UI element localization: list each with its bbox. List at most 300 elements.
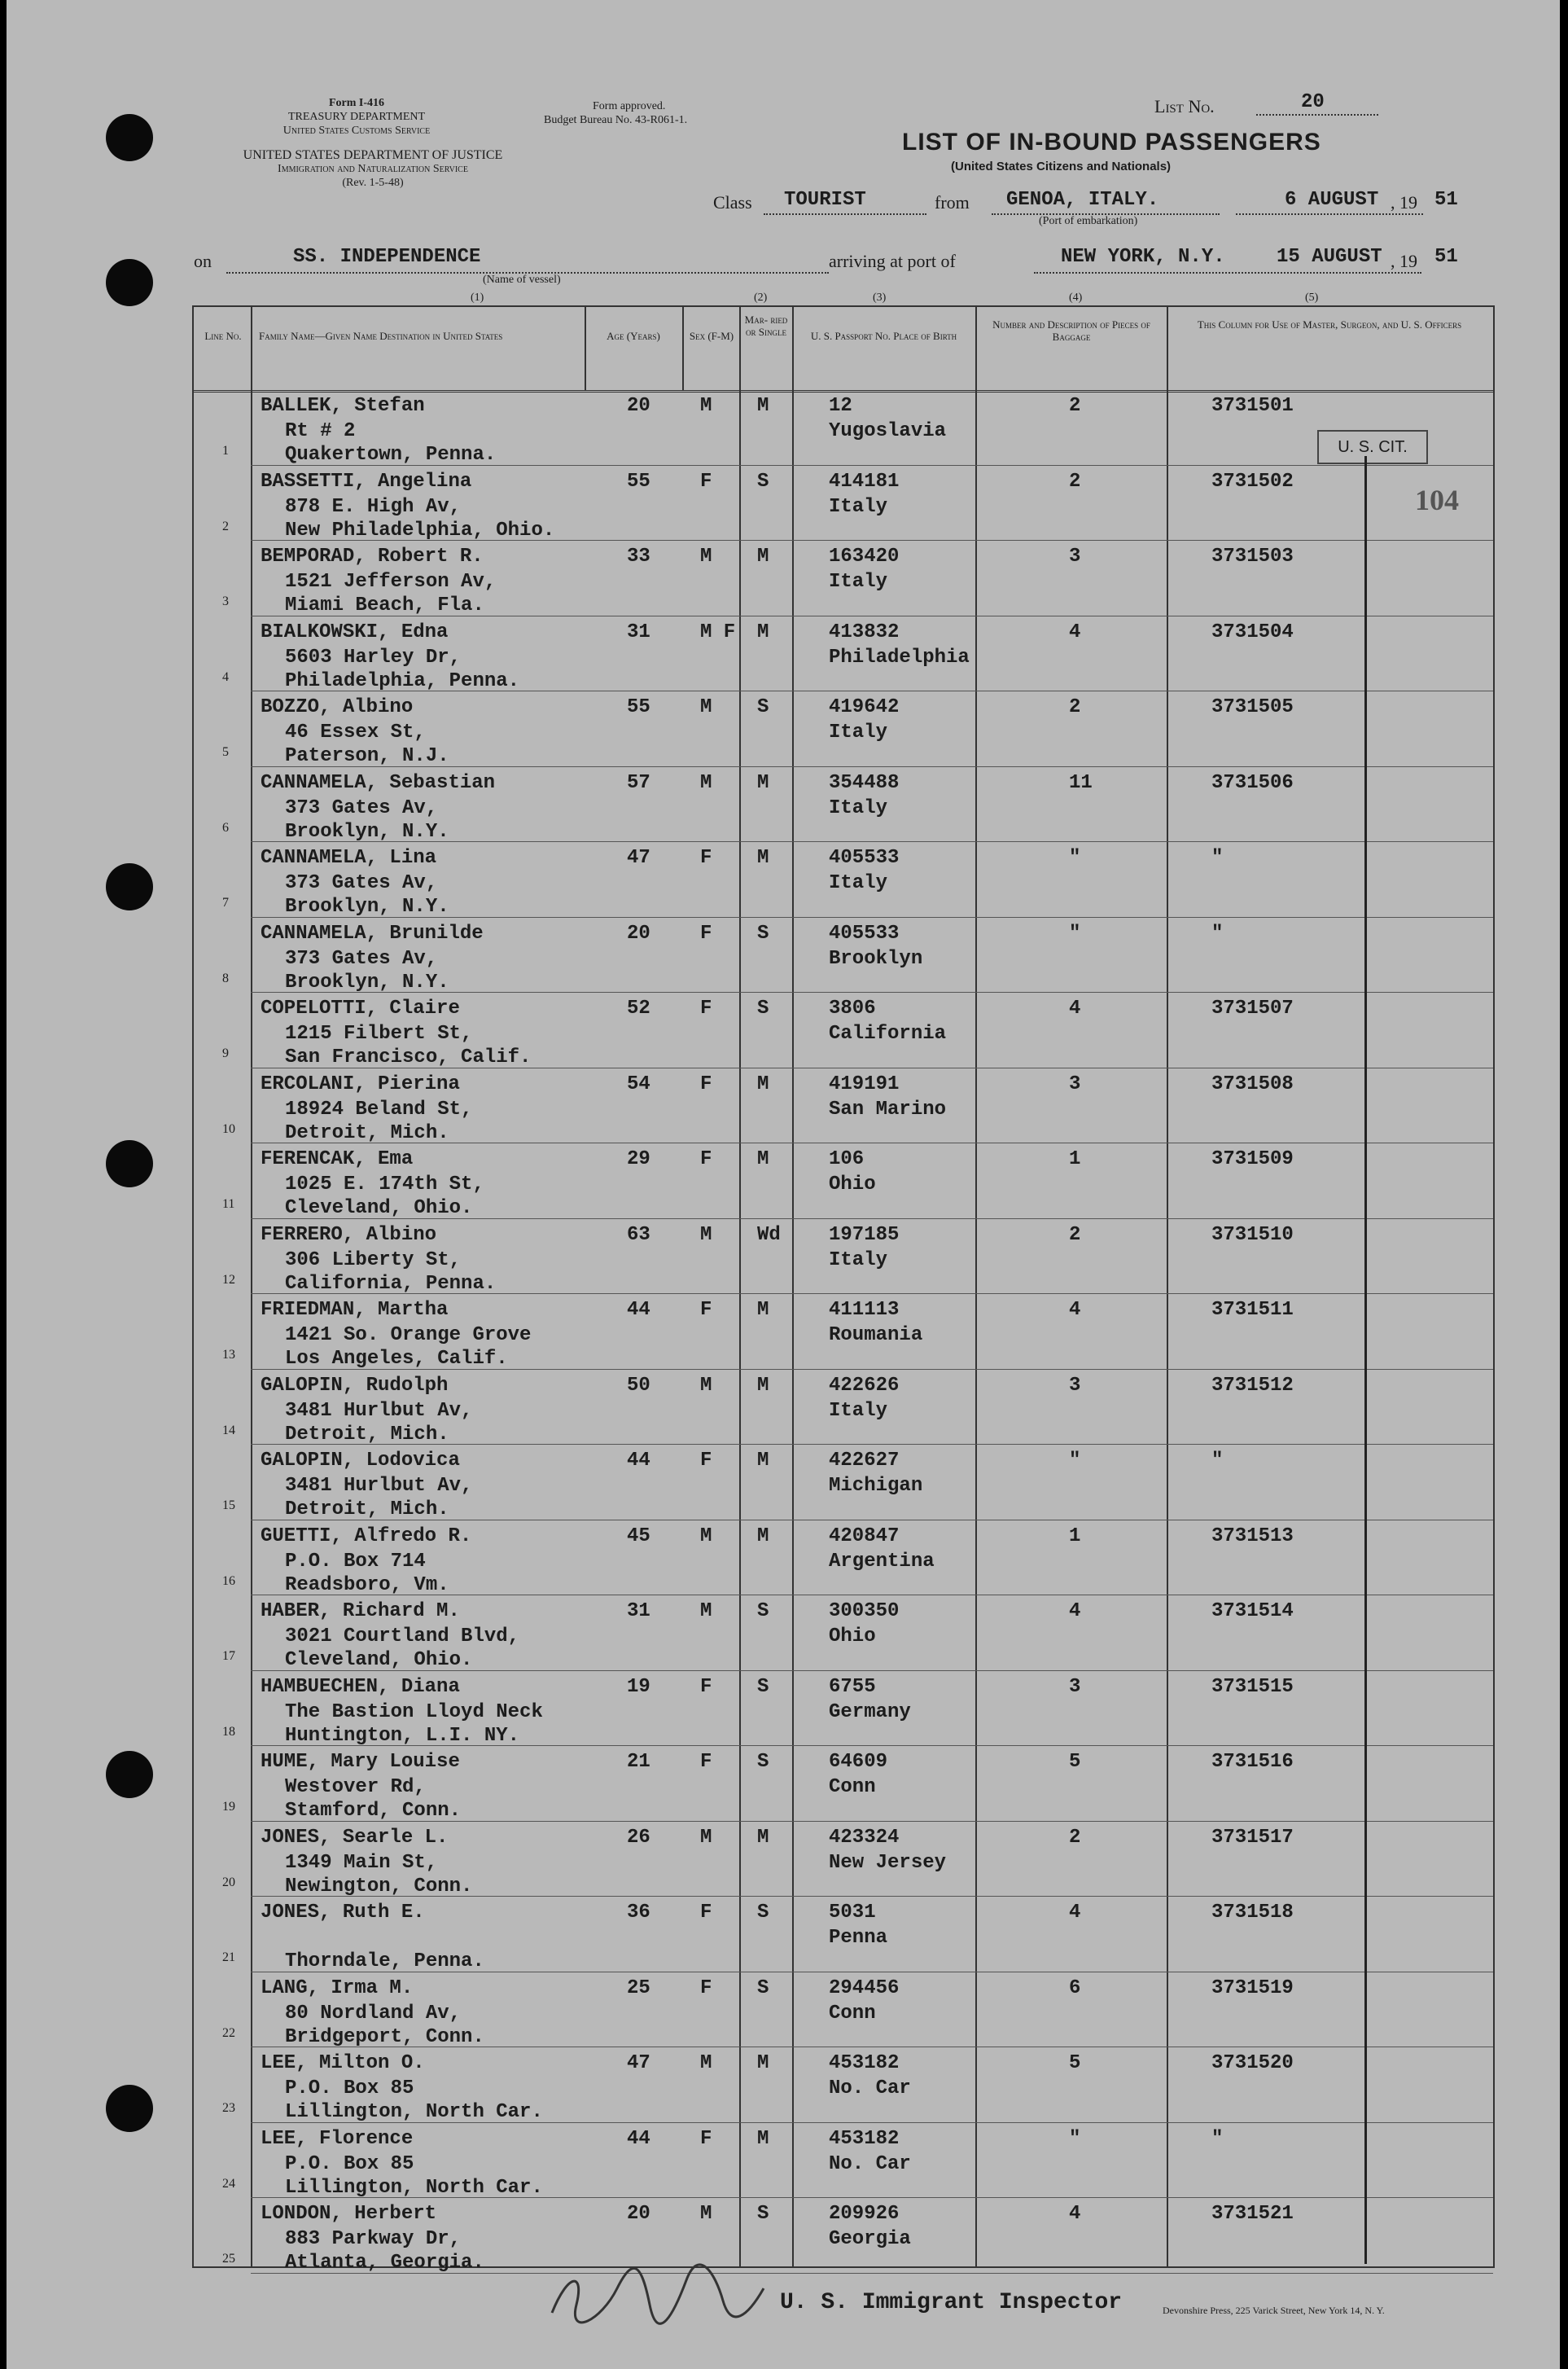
table-row bbox=[194, 1219, 1493, 1295]
line-number: 7 bbox=[222, 896, 229, 910]
cell-baggage: 4 bbox=[1069, 1902, 1081, 1924]
cell-sex: M bbox=[700, 696, 712, 718]
cell-sex: M bbox=[700, 1600, 712, 1622]
cell-name: JONES, Searle L. bbox=[261, 1826, 449, 1849]
cell-age: 54 bbox=[627, 1073, 650, 1095]
cell-married: M bbox=[757, 1148, 769, 1170]
cell-sex: M F bbox=[700, 621, 736, 643]
cell-passport: 354488 bbox=[829, 771, 900, 794]
cell-baggage: 2 bbox=[1069, 696, 1081, 718]
cell-addr1: 1521 Jefferson Av, bbox=[285, 571, 497, 593]
cell-officer: 3731514 bbox=[1211, 1600, 1294, 1622]
cell-married: M bbox=[757, 1450, 769, 1472]
form-agency-block bbox=[226, 96, 487, 138]
cell-age: 33 bbox=[627, 546, 650, 568]
cell-sex: M bbox=[700, 1223, 712, 1246]
cell-name: BEMPORAD, Robert R. bbox=[261, 546, 484, 568]
cell-officer: 3731513 bbox=[1211, 1524, 1294, 1547]
cell-addr1: 3481 Hurlbut Av, bbox=[285, 1399, 473, 1422]
cell-addr2: Quakertown, Penna. bbox=[285, 444, 497, 466]
header-married: Mar- ried or Single bbox=[744, 314, 788, 338]
cell-officer: 3731506 bbox=[1211, 771, 1294, 794]
table-row bbox=[194, 767, 1493, 843]
cell-addr2: San Francisco, Calif. bbox=[285, 1046, 532, 1068]
cell-age: 20 bbox=[627, 922, 650, 945]
cell-name: HUME, Mary Louise bbox=[261, 1751, 460, 1773]
cell-age: 47 bbox=[627, 2052, 650, 2074]
cell-addr2: Atlanta, Georgia. bbox=[285, 2252, 484, 2274]
cell-addr2: Cleveland, Ohio. bbox=[285, 1649, 473, 1671]
cell-birth: Italy bbox=[829, 1399, 888, 1422]
cell-married: S bbox=[757, 922, 769, 945]
table-row bbox=[194, 616, 1493, 692]
cell-addr1: The Bastion Lloyd Neck bbox=[285, 1700, 543, 1723]
cell-baggage: 3 bbox=[1069, 1073, 1081, 1095]
cell-name: CANNAMELA, Sebastian bbox=[261, 771, 496, 794]
cell-officer: 3731504 bbox=[1211, 621, 1294, 643]
cell-baggage: 11 bbox=[1069, 771, 1093, 794]
cell-passport: 453182 bbox=[829, 2052, 900, 2074]
cell-sex: F bbox=[700, 2127, 712, 2150]
customs-service: United States Customs Service bbox=[283, 125, 431, 137]
cell-sex: F bbox=[700, 1751, 712, 1773]
cell-birth: Italy bbox=[829, 872, 888, 894]
cell-married: M bbox=[757, 1299, 769, 1321]
cell-name: ERCOLANI, Pierina bbox=[261, 1073, 460, 1095]
line-number: 21 bbox=[222, 1950, 235, 1964]
cell-officer: 3731511 bbox=[1211, 1299, 1294, 1321]
cell-officer: 3731518 bbox=[1211, 1902, 1294, 1924]
cell-addr1: Rt # 2 bbox=[285, 420, 356, 442]
cell-passport: 6755 bbox=[829, 1675, 876, 1698]
cell-sex: M bbox=[700, 1374, 712, 1397]
cell-sex: F bbox=[700, 470, 712, 493]
header-age: Age (Years) bbox=[607, 330, 660, 342]
cell-name: BALLEK, Stefan bbox=[261, 395, 425, 417]
column-number: (2) bbox=[754, 292, 768, 304]
cell-baggage: " bbox=[1069, 922, 1081, 945]
arrival-year-prefix: , 19 bbox=[1391, 251, 1417, 271]
table-row bbox=[194, 1445, 1493, 1520]
table-row bbox=[194, 1671, 1493, 1747]
line-number: 19 bbox=[222, 1800, 235, 1814]
cell-name: FERRERO, Albino bbox=[261, 1223, 437, 1246]
cell-birth: No. Car bbox=[829, 2152, 911, 2175]
cell-officer: 3731516 bbox=[1211, 1751, 1294, 1773]
cell-addr1: P.O. Box 714 bbox=[285, 1550, 426, 1573]
cell-addr1: 18924 Beland St, bbox=[285, 1098, 473, 1121]
line-number: 24 bbox=[222, 2176, 235, 2191]
cell-addr1: 1025 E. 174th St, bbox=[285, 1174, 484, 1195]
cell-age: 20 bbox=[627, 395, 650, 417]
table-row bbox=[194, 1746, 1493, 1822]
line-number: 1 bbox=[222, 444, 229, 458]
cell-baggage: 4 bbox=[1069, 1299, 1081, 1321]
us-citizen-stamp: U. S. CIT. bbox=[1317, 430, 1428, 464]
cell-age: 20 bbox=[627, 2203, 650, 2225]
cell-birth: Conn bbox=[829, 2002, 876, 2025]
cell-baggage: 5 bbox=[1069, 2052, 1081, 2074]
cell-name: CANNAMELA, Lina bbox=[261, 847, 437, 869]
justice-block bbox=[186, 148, 560, 190]
stamp-number: 104 bbox=[1415, 484, 1459, 516]
arrival-port: NEW YORK, N.Y. bbox=[1061, 246, 1225, 268]
line-number: 5 bbox=[222, 745, 229, 759]
cell-birth: California bbox=[829, 1023, 947, 1045]
port-note: (Port of embarkation) bbox=[1039, 215, 1138, 227]
column-number: (1) bbox=[471, 292, 484, 304]
cell-birth: Italy bbox=[829, 571, 888, 593]
cell-married: S bbox=[757, 1976, 769, 1999]
cell-name: CANNAMELA, Brunilde bbox=[261, 922, 484, 945]
cell-officer: " bbox=[1211, 2127, 1224, 2150]
cell-birth: No. Car bbox=[829, 2077, 911, 2099]
cell-birth: Yugoslavia bbox=[829, 420, 947, 442]
cell-passport: 405533 bbox=[829, 922, 900, 945]
table-row bbox=[194, 2047, 1493, 2123]
cell-name: JONES, Ruth E. bbox=[261, 1902, 425, 1924]
line-number: 8 bbox=[222, 971, 229, 985]
cell-married: M bbox=[757, 771, 769, 794]
cell-birth: Penna bbox=[829, 1927, 888, 1949]
cell-addr1: 1215 Filbert St, bbox=[285, 1023, 473, 1045]
cell-baggage: 4 bbox=[1069, 1600, 1081, 1622]
cell-married: Wd bbox=[757, 1223, 781, 1246]
cell-age: 45 bbox=[627, 1524, 650, 1547]
cell-name: LEE, Milton O. bbox=[261, 2052, 425, 2074]
binder-hole bbox=[106, 259, 153, 306]
cell-passport: 64609 bbox=[829, 1751, 888, 1773]
cell-officer: 3731517 bbox=[1211, 1826, 1294, 1849]
cell-officer: " bbox=[1211, 1450, 1224, 1472]
line-number: 20 bbox=[222, 1875, 235, 1889]
form-approved: Form approved. bbox=[593, 100, 666, 112]
cell-name: LONDON, Herbert bbox=[261, 2203, 437, 2225]
cell-officer: 3731507 bbox=[1211, 998, 1294, 1020]
table-row bbox=[194, 466, 1493, 542]
departure-date: 6 AUGUST bbox=[1285, 189, 1379, 211]
cell-married: M bbox=[757, 1524, 769, 1547]
cell-baggage: 2 bbox=[1069, 470, 1081, 493]
cell-age: 44 bbox=[627, 1450, 650, 1472]
binder-hole bbox=[106, 2085, 153, 2132]
cell-birth: Italy bbox=[829, 722, 888, 744]
cell-name: COPELOTTI, Claire bbox=[261, 998, 460, 1020]
line-number: 11 bbox=[222, 1197, 235, 1211]
cell-name: BASSETTI, Angelina bbox=[261, 470, 472, 493]
cell-birth: Michigan bbox=[829, 1475, 923, 1497]
cell-officer: 3731502 bbox=[1211, 470, 1294, 493]
cell-name: LEE, Florence bbox=[261, 2127, 414, 2150]
cell-passport: 163420 bbox=[829, 546, 900, 568]
cell-addr1: P.O. Box 85 bbox=[285, 2152, 414, 2175]
cell-birth: Ohio bbox=[829, 1625, 876, 1647]
cell-married: M bbox=[757, 2127, 769, 2150]
cell-addr1: 80 Nordland Av, bbox=[285, 2002, 462, 2025]
cell-baggage: 2 bbox=[1069, 1826, 1081, 1849]
cell-birth: Italy bbox=[829, 495, 888, 518]
cell-sex: M bbox=[700, 395, 712, 417]
table-row bbox=[194, 1822, 1493, 1897]
cell-addr2: Readsboro, Vm. bbox=[285, 1573, 449, 1596]
cell-age: 36 bbox=[627, 1902, 650, 1924]
budget-block bbox=[544, 99, 788, 127]
line-number: 15 bbox=[222, 1498, 235, 1512]
cell-addr2: Brooklyn, N.Y. bbox=[285, 896, 449, 918]
cell-sex: M bbox=[700, 546, 712, 568]
cell-officer: 3731521 bbox=[1211, 2203, 1294, 2225]
cell-sex: M bbox=[700, 2052, 712, 2074]
page-subtitle: (United States Citizens and Nationals) bbox=[951, 160, 1172, 173]
cell-age: 55 bbox=[627, 696, 650, 718]
cell-addr2: Brooklyn, N.Y. bbox=[285, 971, 449, 994]
cell-married: S bbox=[757, 1600, 769, 1622]
immigrant-inspector-label: U. S. Immigrant Inspector bbox=[780, 2290, 1123, 2315]
cell-sex: F bbox=[700, 1675, 712, 1698]
cell-birth: Georgia bbox=[829, 2228, 911, 2250]
cell-officer: 3731505 bbox=[1211, 696, 1294, 718]
cell-passport: 405533 bbox=[829, 847, 900, 869]
cell-passport: 422627 bbox=[829, 1450, 900, 1472]
passenger-table bbox=[192, 305, 1495, 2274]
cell-addr2: California, Penna. bbox=[285, 1272, 497, 1295]
line-number: 2 bbox=[222, 519, 229, 533]
binder-hole bbox=[106, 1751, 153, 1798]
column-number: (5) bbox=[1305, 292, 1319, 304]
binder-hole bbox=[106, 1140, 153, 1187]
cell-birth: San Marino bbox=[829, 1098, 947, 1121]
header-baggage: Number and Description of Pieces of Baggage bbox=[992, 318, 1150, 343]
cell-addr2: Lillington, North Car. bbox=[285, 2101, 543, 2123]
cell-name: FERENCAK, Ema bbox=[261, 1148, 414, 1170]
cell-age: 44 bbox=[627, 1299, 650, 1321]
line-number: 10 bbox=[222, 1121, 235, 1136]
table-row bbox=[194, 1143, 1493, 1219]
cell-addr2: New Philadelphia, Ohio. bbox=[285, 519, 555, 542]
cell-birth: Conn bbox=[829, 1776, 876, 1798]
row-separator bbox=[251, 2273, 1493, 2274]
cell-married: S bbox=[757, 1902, 769, 1924]
table-row bbox=[194, 993, 1493, 1068]
cell-passport: 423324 bbox=[829, 1826, 900, 1849]
cell-baggage: " bbox=[1069, 2127, 1081, 2150]
treasury-dept: TREASURY DEPARTMENT bbox=[287, 111, 426, 123]
cell-name: HABER, Richard M. bbox=[261, 1600, 460, 1622]
cell-married: S bbox=[757, 1751, 769, 1773]
cell-baggage: 1 bbox=[1069, 1148, 1081, 1170]
cell-addr2: Miami Beach, Fla. bbox=[285, 594, 484, 616]
cell-sex: F bbox=[700, 998, 712, 1020]
cell-name: BIALKOWSKI, Edna bbox=[261, 621, 449, 643]
cell-officer: 3731520 bbox=[1211, 2052, 1294, 2074]
cell-baggage: 6 bbox=[1069, 1976, 1081, 1999]
class-line bbox=[764, 213, 926, 215]
cell-sex: M bbox=[700, 1524, 712, 1547]
cell-passport: 420847 bbox=[829, 1524, 900, 1547]
cell-addr1: Westover Rd, bbox=[285, 1776, 426, 1798]
line-number: 16 bbox=[222, 1573, 235, 1588]
column-divider bbox=[682, 307, 684, 390]
cell-birth: Philadelphia bbox=[829, 646, 970, 669]
cell-birth: Italy bbox=[829, 1248, 888, 1271]
cell-married: M bbox=[757, 1374, 769, 1397]
cell-addr2: Detroit, Mich. bbox=[285, 1423, 449, 1446]
cell-sex: M bbox=[700, 2203, 712, 2225]
cell-passport: 419191 bbox=[829, 1073, 900, 1095]
list-number-label: List No. bbox=[1154, 96, 1215, 116]
cell-sex: M bbox=[700, 771, 712, 794]
cell-officer: " bbox=[1211, 847, 1224, 869]
header-passport: U. S. Passport No. Place of Birth bbox=[810, 330, 957, 342]
cell-passport: 422626 bbox=[829, 1374, 900, 1397]
cell-name: HAMBUECHEN, Diana bbox=[261, 1675, 460, 1698]
cell-age: 31 bbox=[627, 621, 650, 643]
cell-married: M bbox=[757, 395, 769, 417]
cell-age: 31 bbox=[627, 1600, 650, 1622]
cell-age: 55 bbox=[627, 470, 650, 493]
cell-sex: F bbox=[700, 1902, 712, 1924]
cell-baggage: 4 bbox=[1069, 621, 1081, 643]
from-label: from bbox=[935, 192, 970, 213]
cell-officer: 3731512 bbox=[1211, 1374, 1294, 1397]
cell-passport: 419642 bbox=[829, 696, 900, 718]
on-label: on bbox=[194, 251, 212, 271]
departure-year: 51 bbox=[1434, 189, 1458, 211]
cell-passport: 414181 bbox=[829, 470, 900, 493]
cell-addr2: Paterson, N.J. bbox=[285, 745, 449, 767]
cell-addr2: Cleveland, Ohio. bbox=[285, 1197, 473, 1219]
cell-baggage: 3 bbox=[1069, 546, 1081, 568]
line-number: 23 bbox=[222, 2101, 235, 2115]
cell-sex: F bbox=[700, 1450, 712, 1472]
table-row bbox=[194, 691, 1493, 767]
cell-addr1: 1349 Main St, bbox=[285, 1851, 438, 1874]
table-row bbox=[194, 1520, 1493, 1596]
inspector-signature bbox=[544, 2256, 772, 2329]
cell-age: 25 bbox=[627, 1976, 650, 1999]
cell-birth: Roumania bbox=[829, 1324, 923, 1346]
cell-sex: F bbox=[700, 1976, 712, 1999]
printer-imprint: Devonshire Press, 225 Varick Street, New York 14, N. Y. bbox=[1163, 2305, 1385, 2316]
line-number: 3 bbox=[222, 594, 229, 608]
cell-passport: 413832 bbox=[829, 621, 900, 643]
line-number: 9 bbox=[222, 1046, 229, 1060]
cell-passport: 3806 bbox=[829, 998, 876, 1020]
cell-age: 57 bbox=[627, 771, 650, 794]
cell-addr2: Stamford, Conn. bbox=[285, 1800, 462, 1822]
passenger-manifest-sheet bbox=[7, 0, 1560, 2369]
cell-age: 47 bbox=[627, 847, 650, 869]
cell-officer: 3731515 bbox=[1211, 1675, 1294, 1698]
line-number: 17 bbox=[222, 1649, 235, 1663]
arrival-date: 15 AUGUST bbox=[1277, 246, 1382, 268]
cell-addr1: 878 E. High Av, bbox=[285, 495, 462, 518]
cell-age: 50 bbox=[627, 1374, 650, 1397]
cell-name: LANG, Irma M. bbox=[261, 1976, 414, 1999]
vessel-note: (Name of vessel) bbox=[483, 274, 561, 286]
cell-sex: F bbox=[700, 1299, 712, 1321]
page-title: LIST OF IN-BOUND PASSENGERS bbox=[902, 129, 1321, 156]
cell-addr2: Detroit, Mich. bbox=[285, 1498, 449, 1520]
cell-addr2: Huntington, L.I. NY. bbox=[285, 1724, 520, 1747]
header-sex: Sex (F-M) bbox=[689, 330, 734, 342]
cell-married: M bbox=[757, 1073, 769, 1095]
cell-baggage: 3 bbox=[1069, 1374, 1081, 1397]
cell-passport: 5031 bbox=[829, 1902, 876, 1924]
cell-birth: Italy bbox=[829, 796, 888, 819]
cell-addr1: 1421 So. Orange Grove bbox=[285, 1324, 532, 1346]
cell-passport: 300350 bbox=[829, 1600, 900, 1622]
line-number: 14 bbox=[222, 1423, 235, 1437]
departure-year-prefix: , 19 bbox=[1391, 192, 1417, 213]
cell-passport: 294456 bbox=[829, 1976, 900, 1999]
cell-baggage: 2 bbox=[1069, 395, 1081, 417]
cell-married: M bbox=[757, 1826, 769, 1849]
cell-addr2: Detroit, Mich. bbox=[285, 1121, 449, 1144]
binder-hole bbox=[106, 863, 153, 910]
cell-officer: 3731508 bbox=[1211, 1073, 1294, 1095]
cell-baggage: 4 bbox=[1069, 998, 1081, 1020]
departure-date-line bbox=[1236, 213, 1423, 215]
line-number: 18 bbox=[222, 1724, 235, 1739]
cell-married: S bbox=[757, 998, 769, 1020]
table-row bbox=[194, 541, 1493, 616]
cell-married: M bbox=[757, 2052, 769, 2074]
list-number-line bbox=[1256, 114, 1378, 116]
cell-passport: 453182 bbox=[829, 2127, 900, 2150]
cell-addr2: Bridgeport, Conn. bbox=[285, 2025, 484, 2048]
cell-baggage: " bbox=[1069, 1450, 1081, 1472]
port-of-embarkation: GENOA, ITALY. bbox=[1006, 189, 1159, 211]
ins-service: Immigration and Naturalization Service bbox=[278, 163, 468, 175]
cell-passport: 106 bbox=[829, 1148, 865, 1170]
cell-addr2: Brooklyn, N.Y. bbox=[285, 820, 449, 843]
arrival-port-line bbox=[1034, 272, 1421, 274]
line-number: 12 bbox=[222, 1272, 235, 1287]
cell-name: BOZZO, Albino bbox=[261, 696, 414, 718]
table-row bbox=[194, 1068, 1493, 1144]
cell-officer: 3731510 bbox=[1211, 1223, 1294, 1246]
table-row bbox=[194, 842, 1493, 918]
header-officers: This Column for Use of Master, Surgeon, and U. S. Officers bbox=[1197, 318, 1462, 331]
cell-passport: 209926 bbox=[829, 2203, 900, 2225]
cell-age: 29 bbox=[627, 1148, 650, 1170]
cell-married: S bbox=[757, 696, 769, 718]
cell-addr1: 373 Gates Av, bbox=[285, 796, 438, 819]
table-row bbox=[194, 1294, 1493, 1370]
table-row bbox=[194, 1972, 1493, 2048]
table-row bbox=[194, 1897, 1493, 1972]
class-value: TOURIST bbox=[784, 189, 866, 211]
cell-addr1: P.O. Box 85 bbox=[285, 2077, 414, 2099]
cell-addr2: Thorndale, Penna. bbox=[285, 1950, 484, 1972]
cell-addr2: Newington, Conn. bbox=[285, 1875, 473, 1897]
table-row bbox=[194, 2123, 1493, 2199]
cell-birth: Brooklyn bbox=[829, 947, 923, 970]
column-number: (4) bbox=[1069, 292, 1083, 304]
form-revision: (Rev. 1-5-48) bbox=[342, 177, 404, 189]
cell-addr1: 46 Essex St, bbox=[285, 722, 426, 744]
line-number: 6 bbox=[222, 820, 229, 835]
binder-hole bbox=[106, 114, 153, 161]
cell-age: 26 bbox=[627, 1826, 650, 1849]
cell-age: 44 bbox=[627, 2127, 650, 2150]
cell-passport: 411113 bbox=[829, 1299, 900, 1321]
cell-baggage: 2 bbox=[1069, 1223, 1081, 1246]
cell-baggage: 4 bbox=[1069, 2203, 1081, 2225]
cell-sex: F bbox=[700, 922, 712, 945]
cell-sex: M bbox=[700, 1826, 712, 1849]
